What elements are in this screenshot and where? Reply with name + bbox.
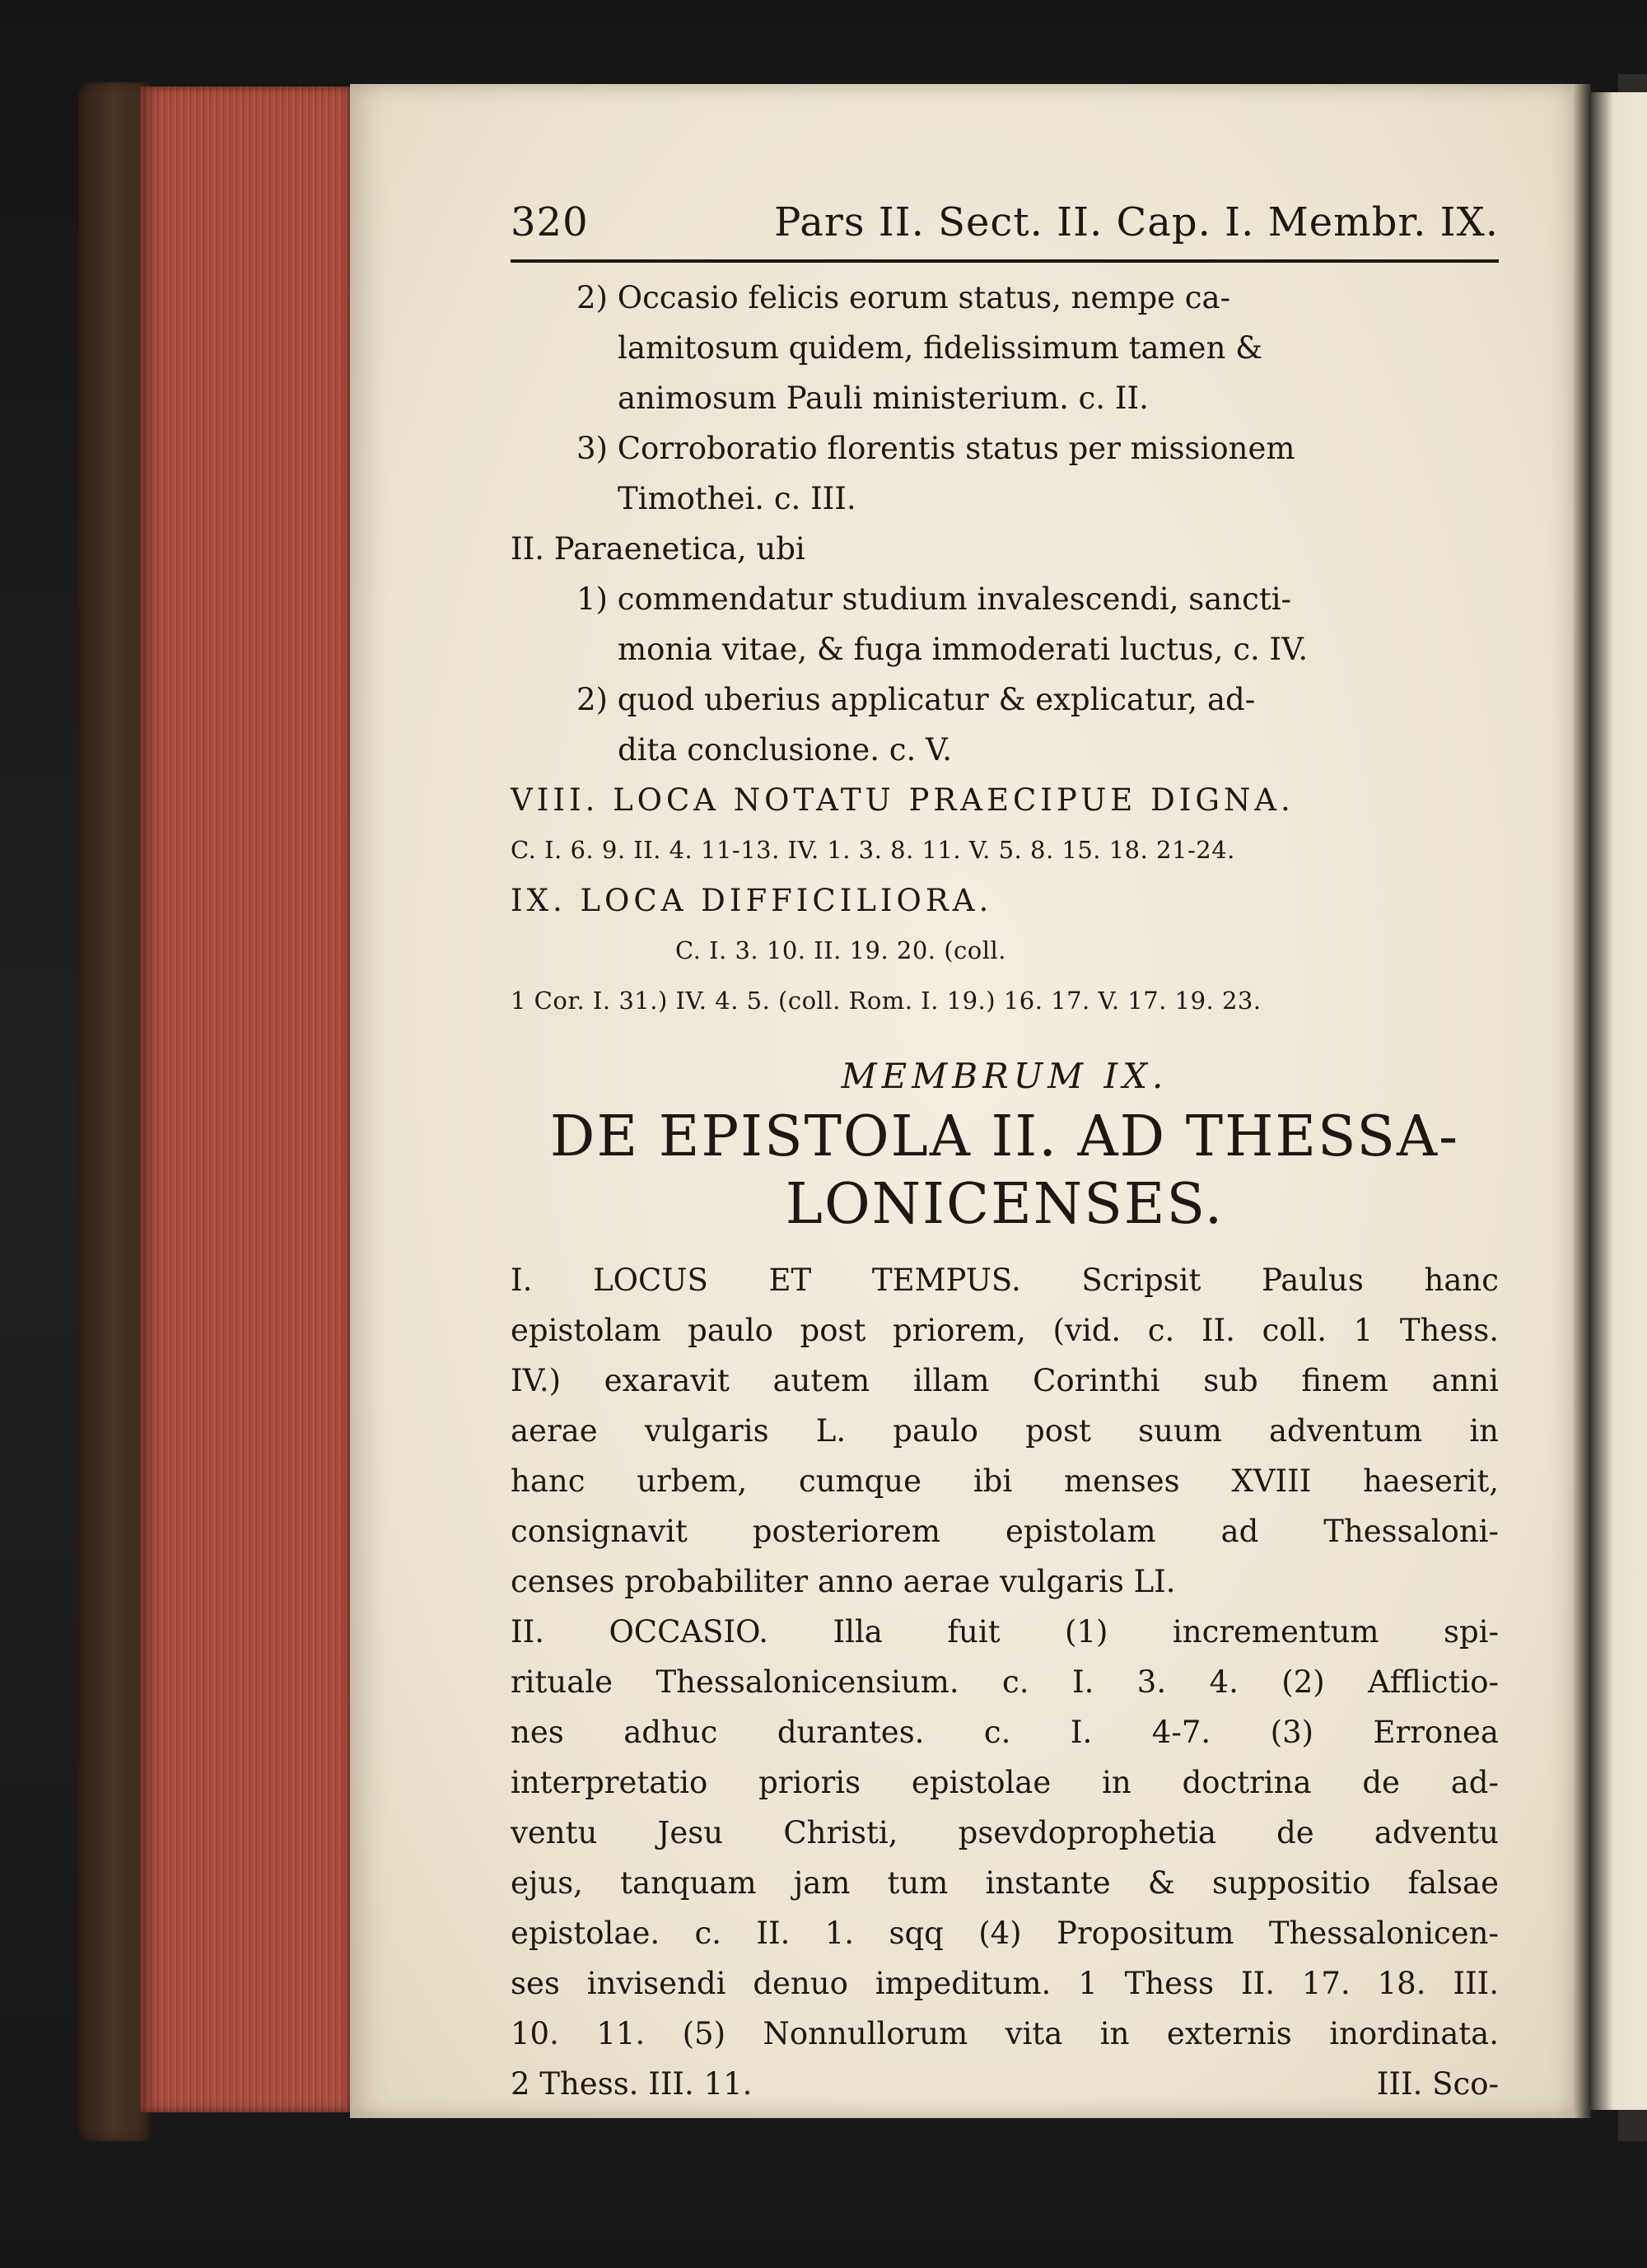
section-ii-line: rituale Thessalonicensium. c. I. 3. 4. (2) Afflictio- bbox=[511, 1664, 1499, 1700]
section-ii-line: ses invisendi denuo impeditum. 1 Thess II. 17. 18. III. bbox=[511, 1966, 1499, 2001]
outline-line: monia vitae, & fuga immoderati luctus, c. IV. bbox=[618, 632, 1309, 667]
main-title-line1: DE EPISTOLA II. AD THESSA- bbox=[549, 1104, 1460, 1169]
section-ix-refs-line1: C. I. 3. 10. II. 19. 20. (coll. bbox=[675, 936, 1007, 964]
main-title bbox=[511, 1104, 1499, 1239]
outline-line: animosum Pauli ministerium. c. II. bbox=[618, 380, 1149, 416]
outline-line: 2) Occasio felicis eorum status, nempe ca- bbox=[576, 280, 1231, 315]
section-i-line: epistolam paulo post priorem, (vid. c. II. coll. 1 Thess. bbox=[511, 1313, 1499, 1348]
page-text bbox=[511, 198, 1499, 2109]
section-ii-line: nes adhuc durantes. c. I. 4-7. (3) Erronea bbox=[511, 1715, 1499, 1750]
outline-line: Timothei. c. III. bbox=[618, 481, 856, 516]
section-i-line: I. LOCUS ET TEMPUS. Scripsit Paulus hanc bbox=[511, 1262, 1499, 1298]
section-i-line: IV.) exaravit autem illam Corinthi sub finem anni bbox=[511, 1363, 1499, 1398]
outline-line: 3) Corroboratio florentis status per missionem bbox=[576, 431, 1295, 466]
section-ii-line: ejus, tanquam jam tum instante & suppositio falsae bbox=[511, 1865, 1499, 1901]
section-ix-heading: IX. LOCA DIFFICILIORA. bbox=[511, 883, 993, 918]
section-ii-line: 10. 11. (5) Nonnullorum vita in externis inordinata. bbox=[511, 2016, 1499, 2051]
section-ii-line: interpretatio prioris epistolae in doctrina de ad- bbox=[511, 1765, 1499, 1800]
section-i-line: hanc urbem, cumque ibi menses XVIII haeserit, bbox=[511, 1463, 1499, 1499]
red-page-edges bbox=[140, 86, 350, 2112]
section-viii-heading: VIII. LOCA NOTATU PRAECIPUE DIGNA. bbox=[511, 782, 1295, 818]
outline-line: dita conclusione. c. V. bbox=[618, 732, 953, 768]
section-viii-refs: C. I. 6. 9. II. 4. 11-13. IV. 1. 3. 8. 11. V. 5. 8. 15. 18. 21-24. bbox=[511, 836, 1235, 864]
page-number: 320 bbox=[511, 199, 589, 245]
header-rule bbox=[511, 259, 1499, 263]
book-gutter bbox=[1573, 84, 1591, 2118]
membrum-label: MEMBRUM IX. bbox=[841, 1056, 1169, 1096]
section-i-line: consignavit posteriorem epistolam ad Thessaloni- bbox=[511, 1514, 1499, 1549]
outline-line: 2) quod uberius applicatur & explicatur, ad- bbox=[576, 682, 1256, 717]
outline-line: 1) commendatur studium invalescendi, sancti- bbox=[576, 581, 1292, 617]
facing-page-edge bbox=[1591, 92, 1647, 2110]
section-ii-line: II. OCCASIO. Illa fuit (1) incrementum spi- bbox=[511, 1614, 1499, 1650]
running-title: Pars II. Sect. II. Cap. I. Membr. IX. bbox=[774, 199, 1499, 245]
section-ii-line: epistolae. c. II. 1. sqq (4) Propositum Thessalonicen- bbox=[511, 1916, 1499, 1951]
outline-line: lamitosum quidem, fidelissimum tamen & bbox=[618, 330, 1263, 366]
page-footer bbox=[511, 2059, 1499, 2109]
outline-line: II. Paraenetica, ubi bbox=[511, 531, 805, 567]
outline-list bbox=[511, 273, 1499, 775]
section-i-paragraph bbox=[511, 1255, 1499, 1607]
section-ix-refs-line2: 1 Cor. I. 31.) IV. 4. 5. (coll. Rom. I. 19.) 16. 17. V. 17. 19. 23. bbox=[511, 987, 1262, 1015]
running-header bbox=[511, 198, 1499, 256]
section-i-line: censes probabiliter anno aerae vulgaris LI. bbox=[511, 1564, 1176, 1599]
catchword: III. Sco- bbox=[1376, 2066, 1499, 2102]
section-ii-paragraph bbox=[511, 1607, 1499, 2059]
main-title-line2: LONICENSES. bbox=[785, 1172, 1225, 1237]
section-i-line: aerae vulgaris L. paulo post suum adventum in bbox=[511, 1413, 1499, 1449]
footer-ref: 2 Thess. III. 11. bbox=[511, 2066, 753, 2102]
section-ii-line: ventu Jesu Christi, psevdoprophetia de adventu bbox=[511, 1815, 1499, 1850]
